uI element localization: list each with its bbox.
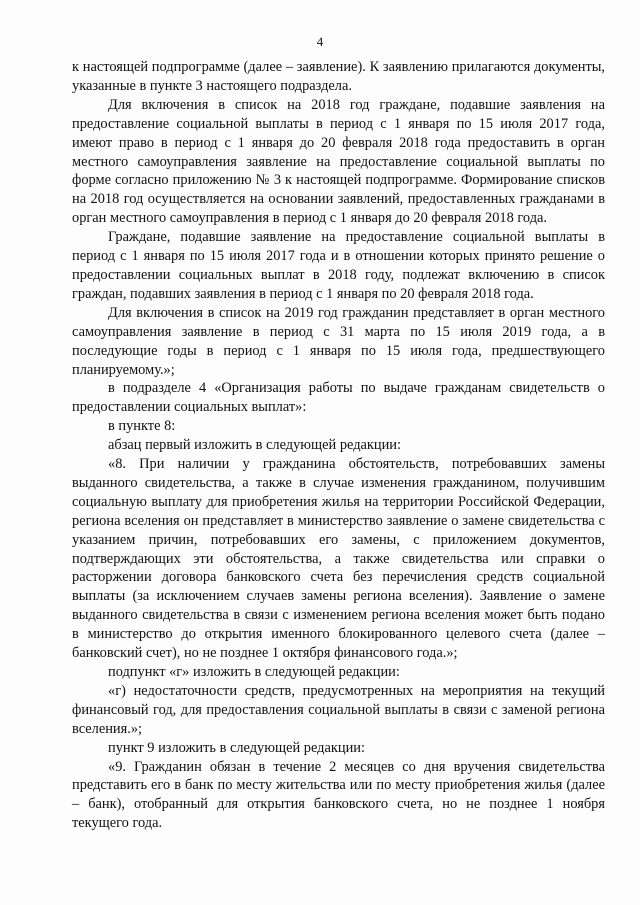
paragraph-6: в пункте 8: [108,418,176,435]
paragraph-12: «9. Гражданин обязан в течение 2 месяцев со дня вручения свидетельства представить его в банк по месту жительства или по месту приобретения жилья (далее – банк), отобранный для открытия банковского счета, но не позднее 1 ноября текущего года. [72,758,605,832]
paragraph-1: к настоящей подпрограмме (далее – заявление). К заявлению прилагаются документы, указанные в пункте 3 настоящего подраздела. [72,59,605,94]
paragraph-3: Граждане, подавшие заявление на предоставление социальной выплаты в период с 1 января по 15 июля 2017 года и в отношении которых принято решение о предоставлении социальных выплат в 2018 году, подлежат включению в список граждан, подавших заявления в период с 1 января по 20 февраля 2018 года. [72,229,605,302]
paragraph-10: «г) недостаточности средств, предусмотренных на мероприятия на текущий финансовый год, для предоставления социальной выплаты в связи с заменой региона вселения.»; [72,682,605,737]
paragraph-8: «8. При наличии у гражданина обстоятельств, потребовавших замены выданного свидетельства, а также в случае изменения гражданином, получившим социальную выплату для приобретения жилья на территории Российской Федерации, региона вселения он представляет в министерство заявление о замене свидетельства с указанием причин, потребовавших его замены, с приложением документов, подтверждающих эти обстоятельства, а также свидетельства или справки о расторжении договора банковского счета без перечисления средств социальной выплаты (за исключением случаев замены региона вселения). Заявление о замене выданного свидетельства в связи с изменением региона вселения может быть подано в министерство до открытия именного блокированного целевого счета (далее – банковский счет), но не позднее 1 октября финансового года.»; [72,456,605,662]
paragraph-5: в подразделе 4 «Организация работы по выдаче гражданам свидетельств о предоставлении социальных выплат»: [72,380,605,416]
page-number: 4 [316,34,324,49]
paragraph-4: Для включения в список на 2019 год гражданин представляет в орган местного самоуправления заявление в период с 31 марта по 15 июля 2019 года, а в последующие годы в период с 1 января по 15 июля года, предшествующего планируемому.»; [72,304,605,378]
paragraph-2: Для включения в список на 2018 год граждане, подавшие заявления на предоставление социальной выплаты в период с 1 января по 15 июля 2017 года, имеют право в период с 1 января до 20 февраля 2018 года предоставить в орган местного самоуправления заявление на предоставление социальной выплаты по форме согласно приложению № 3 к настоящей подпрограмме. Формирование списков на 2018 год осуществляется на основании заявлений, предоставленных гражданами в орган местного самоуправления в период с 1 января до 20 февраля 2018 года. [72,96,605,227]
document-body [72,58,605,833]
paragraph-9: подпункт «г» изложить в следующей редакции: [108,664,400,680]
paragraph-7: абзац первый изложить в следующей редакции: [108,437,402,454]
paragraph-11: пункт 9 изложить в следующей редакции: [108,739,365,756]
